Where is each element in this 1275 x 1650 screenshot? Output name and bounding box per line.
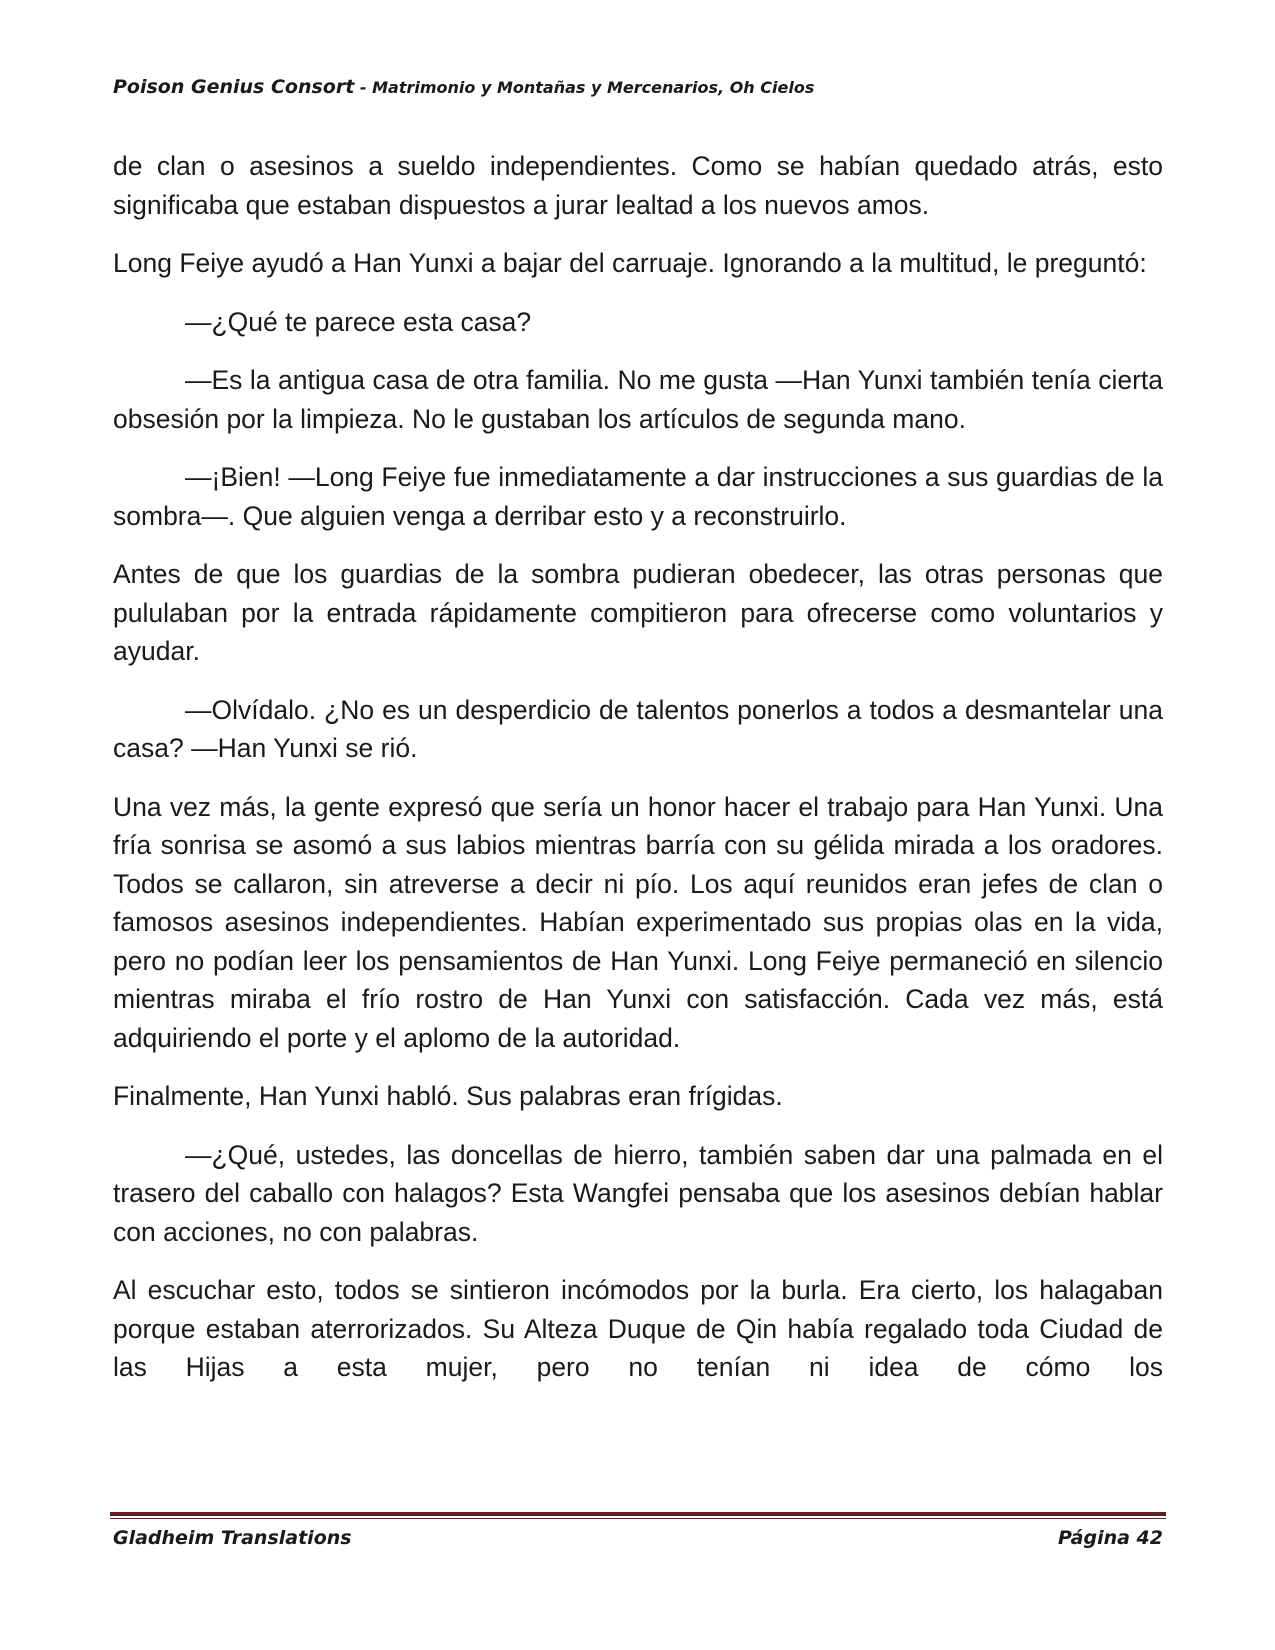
publisher-name: Gladheim Translations bbox=[113, 1527, 352, 1549]
dialogue-paragraph: —Olvídalo. ¿No es un desperdicio de talentos ponerlos a todos a desmantelar una casa? —Han Yunxi se rió. bbox=[113, 694, 1163, 763]
paragraph: Una vez más, la gente expresó que sería un honor hacer el trabajo para Han Yunxi. Una fría sonrisa se asomó a sus labios mientras barría con su gélida mirada a los oradores. Todos se callaron, sin atreverse a decir ni pío. Los aquí reunidos eran jefes de clan o famosos asesinos independientes. Habían experimentado sus propias olas en la vida, pero no podían leer los pensamientos de Han Yunxi. Long Feiye permaneció en silencio mientras miraba el frío rostro de Han Yunxi con satisfacción. Cada vez más, está adquiriendo el porte y el aplomo de la autoridad. bbox=[113, 791, 1163, 1053]
paragraph: Antes de que los guardias de la sombra pudieran obedecer, las otras personas que pululaban por la entrada rápidamente compitieron para ofrecerse como voluntarios y ayudar. bbox=[113, 559, 1163, 666]
page-footer bbox=[113, 1527, 1163, 1549]
page-header bbox=[113, 76, 1163, 98]
dialogue-paragraph: —¿Qué, ustedes, las doncellas de hierro, también saben dar una palmada en el trasero del caballo con halagos? Esta Wangfei pensaba que los asesinos debían hablar con acciones, no con palabras. bbox=[113, 1139, 1163, 1247]
footer-rule-thick bbox=[110, 1512, 1166, 1516]
footer-rule-thin bbox=[110, 1518, 1166, 1519]
dialogue-paragraph: —¿Qué te parece esta casa? bbox=[185, 306, 532, 337]
paragraph: de clan o asesinos a sueldo independientes. Como se habían quedado atrás, esto significaba que estaban dispuestos a jurar lealtad a los nuevos amos. bbox=[113, 151, 1163, 220]
footer-rule bbox=[110, 1512, 1166, 1519]
paragraph: Finalmente, Han Yunxi habló. Sus palabras eran frígidas. bbox=[113, 1081, 783, 1111]
paragraph: Long Feiye ayudó a Han Yunxi a bajar del carruaje. Ignorando a la multitud, le preguntó: bbox=[113, 248, 1147, 278]
dialogue-paragraph: —Es la antigua casa de otra familia. No me gusta —Han Yunxi también tenía cierta obsesión por la limpieza. No le gustaban los artículos de segunda mano. bbox=[113, 365, 1163, 434]
chapter-title: - Matrimonio y Montañas y Mercenarios, Oh Cielos bbox=[354, 78, 815, 97]
dialogue-paragraph: —¡Bien! —Long Feiye fue inmediatamente a dar instrucciones a sus guardias de la sombra—. Que alguien venga a derribar esto y a reconstruirlo. bbox=[113, 462, 1163, 531]
book-title: Poison Genius Consort bbox=[113, 76, 355, 98]
page-number: Página 42 bbox=[1057, 1527, 1163, 1549]
body-text bbox=[113, 147, 1163, 1387]
paragraph: Al escuchar esto, todos se sintieron incómodos por la burla. Era cierto, los halagaban porque estaban aterrorizados. Su Alteza Duque de Qin había regalado toda Ciudad de las Hijas a esta mujer, pero no tenían ni idea de cómo los bbox=[113, 1275, 1163, 1382]
